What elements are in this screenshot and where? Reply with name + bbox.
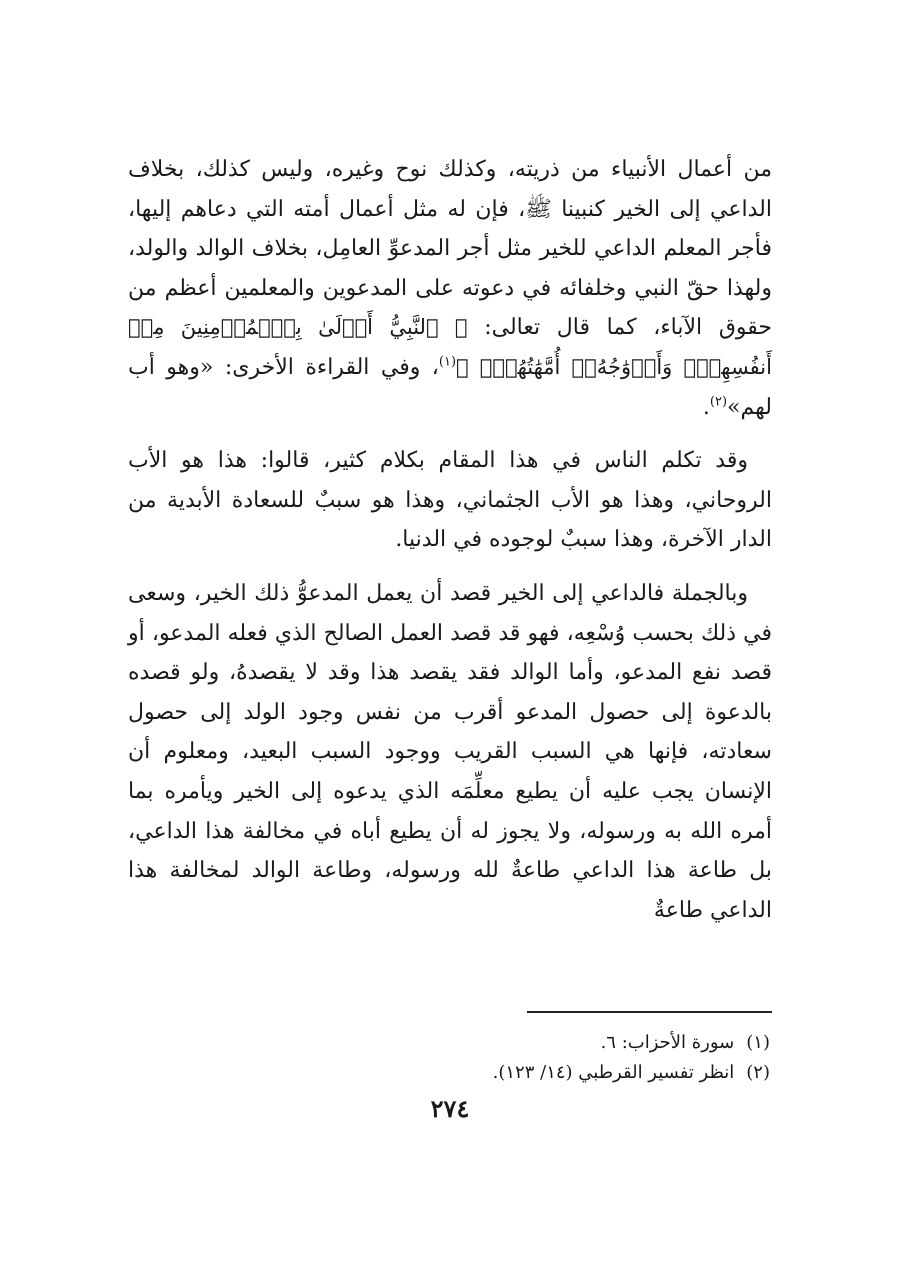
paragraph-1-continuation: ، وفي القراءة الأخرى: «وهو أب لهم»: [128, 354, 772, 420]
footnote-1: [270, 1028, 770, 1058]
quran-verse: ﴿ ٱلنَّبِيُّ أَوۡلَىٰ بِٱلۡمُؤۡمِنِينَ مِنۡ أَنفُسِهِمۡۖ وَأَزۡوَٰجُهُۥٓ أُمَّهَٰتُهُمۡۗ ﴾: [128, 315, 772, 379]
footnote-ref-2[interactable]: (٢): [709, 394, 728, 410]
footnote-2: [270, 1058, 770, 1088]
paragraph-1-text: من أعمال الأنبياء من ذريته، وكذلك نوح وغيره، وليس كذلك، بخلاف الداعي إلى الخير كنبينا ﷺ، فإن له مثل أعمال أمته التي دعاهم إليها، فأجر المعلم الداعي للخير مثل أجر المدعوِّ العامِل، بخلاف الوالد والولد، ولهذا حقّ النبي وخلفائه في دعوته على المدعوين والمعلمين أعظم من حقوق الآباء، كما قال تعالى:: [128, 157, 772, 341]
footnote-1-text: سورة الأحزاب: ٦.: [600, 1032, 735, 1053]
footnote-2-text: انظر تفسير القرطبي (١٤/ ١٢٣).: [492, 1062, 735, 1083]
footnote-1-number: (١): [746, 1032, 770, 1053]
main-text: [128, 150, 772, 930]
page-number: ٢٧٤: [430, 1094, 470, 1123]
footnotes: [270, 1028, 770, 1088]
footnote-separator: [527, 1011, 772, 1013]
paragraph-2: وقد تكلم الناس في هذا المقام بكلام كثير، قالوا: هذا هو الأب الروحاني، وهذا هو الأب الجثماني، وهذا هو سببٌ للسعادة الأبدية من الدار الآخرة، وهذا سببٌ لوجوده في الدنيا.: [128, 448, 772, 553]
paragraph-1: [128, 150, 772, 427]
footnote-ref-1[interactable]: (١): [438, 354, 457, 370]
paragraph-1-end: .: [702, 394, 710, 420]
paragraph-3: وبالجملة فالداعي إلى الخير قصد أن يعمل المدعوُّ ذلك الخير، وسعى في ذلك بحسب وُسْعِه، فهو قد قصد العمل الصالح الذي فعله المدعو، أو قصد نفع المدعو، وأما الوالد فقد يقصد هذا وقد لا يقصدهُ، ولو قصده بالدعوة إلى حصول المدعو أقرب من نفس وجود الولد إلى حصول سعادته، فإنها هي السبب القريب ووجود السبب البعيد، ومعلوم أن الإنسان يجب عليه أن يطيع معلِّمَه الذي يدعوه إلى الخير ويأمره بما أمره الله به ورسوله، ولا يجوز له أن يطيع أباه في مخالفة هذا الداعي، بل طاعة هذا الداعي طاعةٌ لله ورسوله، وطاعة الوالد لمخالفة هذا الداعي طاعةٌ: [128, 580, 772, 923]
footnote-2-number: (٢): [746, 1062, 770, 1083]
